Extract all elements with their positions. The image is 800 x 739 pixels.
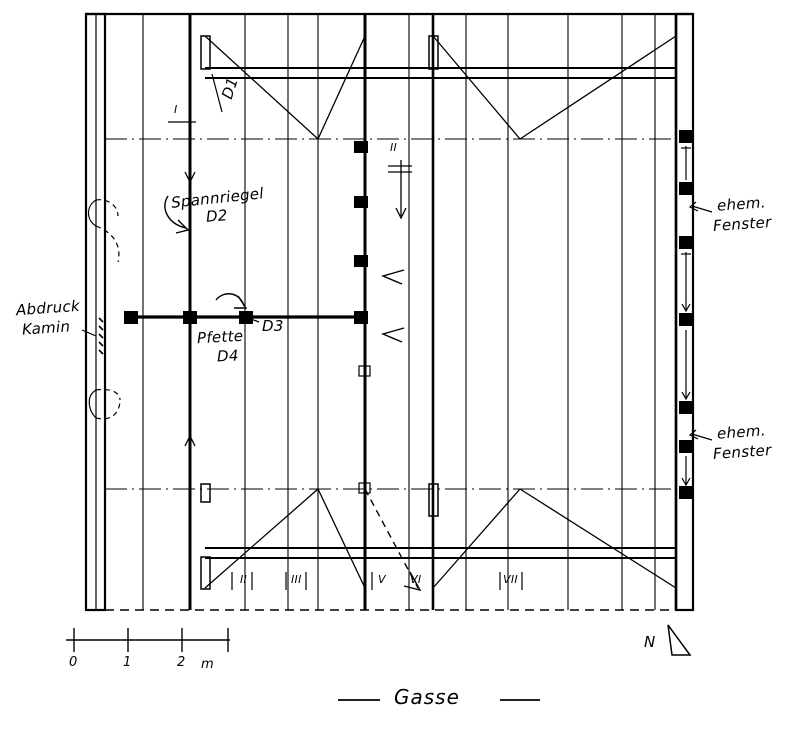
bay-ticks [232,572,522,590]
label-bay-v: V [378,573,386,586]
label-d4: D4 [216,346,240,366]
scale-label-zero: 0 [69,655,78,670]
wind-braces [205,36,676,588]
label-bay-vii: VII [503,573,518,586]
label-d1: D1 [218,75,242,102]
scale-label-one: 1 [123,655,132,670]
label-bay-ii: II [240,573,248,586]
truss-frames [190,14,676,610]
view-arrows [383,270,404,342]
label-bay-iii: III [291,573,302,586]
label-section-i: I [174,103,178,116]
label-d3: D3 [262,317,284,335]
label-ehem-fenster-bottom-line2: Fenster [712,440,773,464]
dashed-opening [359,366,420,590]
scale-label-unit: m [201,657,214,672]
label-ehem-fenster-bottom-line1: ehem. [716,421,767,443]
label-north: N [644,633,656,651]
north-arrow [668,625,690,655]
right-wall [676,14,693,610]
label-kamin: Kamin [21,317,71,339]
label-ehem-fenster-top-line1: ehem. [716,193,767,215]
d3-curved-arrow [216,294,246,308]
frame-stubs [201,36,438,589]
label-section-ii: II [390,141,398,154]
label-spannriegel: Spannriegel [170,184,265,212]
label-d2: D2 [205,206,229,226]
scale-bar [66,628,230,652]
label-ehem-fenster-top-line2: Fenster [712,212,773,236]
label-leader-lines [82,74,712,440]
label-gasse: Gasse [394,685,460,709]
label-bay-vi: VI [410,573,422,586]
label-abdruck: Abdruck [15,296,81,320]
label-pfette: Pfette [196,326,244,348]
scale-label-two: 2 [177,655,186,670]
